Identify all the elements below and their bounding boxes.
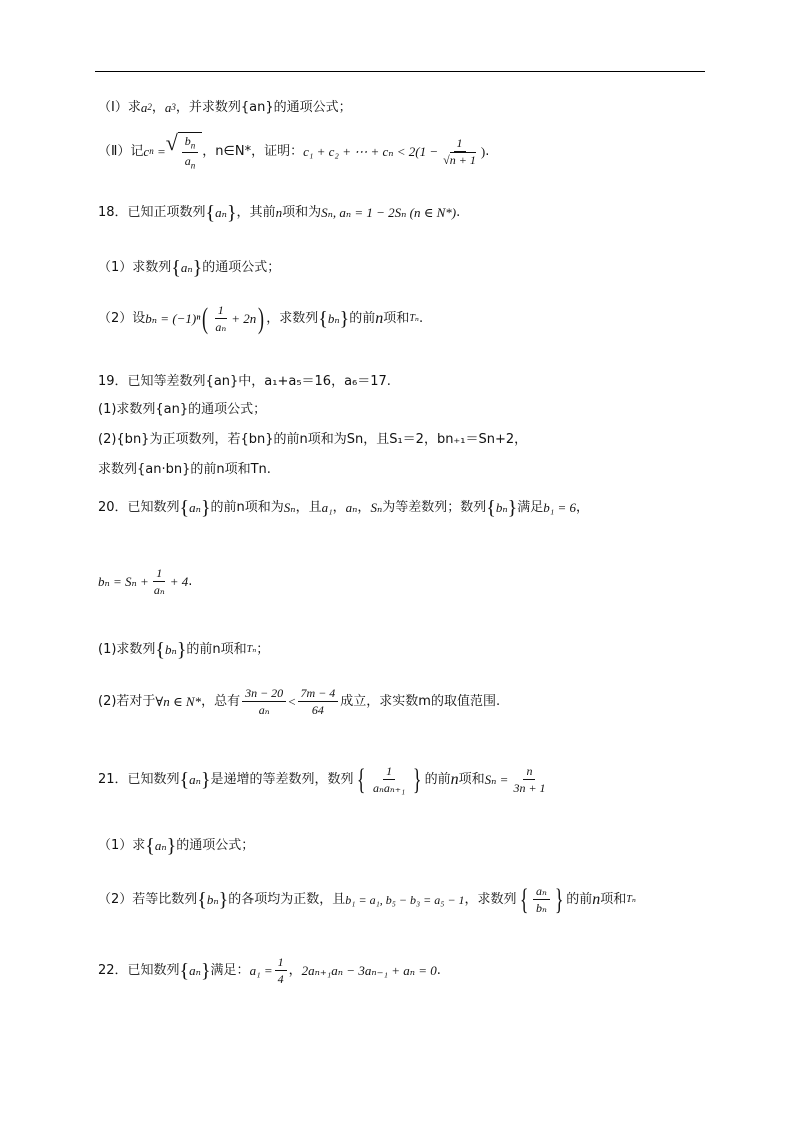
period: .: [456, 205, 461, 221]
frac-an-bn: [533, 884, 550, 916]
part-1-label: （Ⅰ）求: [98, 100, 141, 115]
frac-1-anan1: [370, 764, 408, 796]
seq-a-text: aₙ: [154, 838, 167, 854]
frac-num: 1: [215, 303, 227, 319]
period: .: [485, 143, 490, 159]
comma: ，: [332, 500, 346, 516]
less-than: <: [288, 694, 296, 710]
period: .: [418, 311, 424, 327]
seq-b-text: bₙ: [495, 500, 508, 516]
q18-2-label: （2）设: [98, 311, 146, 327]
a2-sub: 2: [147, 102, 152, 113]
q21-1-line: [98, 836, 254, 856]
lbrace: {: [179, 768, 190, 791]
frac-1-4: [275, 955, 287, 987]
frac-num: 3n − 20: [242, 686, 286, 702]
comma: ，: [357, 500, 371, 516]
den-a: a: [184, 154, 191, 169]
recurrence: 2aₙ₊₁aₙ − 3aₙ₋₁ + aₙ = 0: [301, 963, 437, 979]
frac-n-3n1: [510, 764, 548, 796]
frac-num: n: [523, 764, 535, 780]
lbrace: {: [205, 202, 216, 224]
q18-2-mid3: 项和: [383, 311, 410, 327]
seq-a-text: aₙ: [215, 205, 227, 221]
b1-eq: b₁ = 6: [543, 500, 577, 516]
forall-expr: ∀n ∈ N*: [155, 694, 202, 710]
seq-b: [486, 498, 517, 518]
q19-1-line: (1)求数列{an}的通项公式；: [98, 402, 267, 417]
var-Tn: Tₙ: [409, 312, 419, 324]
q20-label: 20．已知数列: [98, 500, 180, 516]
frac-num: [182, 134, 199, 153]
seq-a-text: aₙ: [189, 963, 201, 979]
frac-den: [182, 153, 199, 171]
q21-2-mid3: 的前: [566, 892, 593, 908]
q21-2-cond: b₁ = a₁, b₅ − b₃ = a₅ − 1: [345, 892, 465, 907]
rbrace: }: [554, 882, 564, 916]
rbrace: }: [507, 497, 518, 519]
a1-eq: a₁ =: [249, 963, 273, 979]
part-1-rest: ，并求数列{an}的通项公式；: [175, 100, 352, 115]
lbrace: {: [318, 307, 328, 330]
semicolon: ；: [256, 642, 270, 658]
q21-mid2: 的前: [424, 772, 451, 788]
frac-den: aₙ: [153, 583, 165, 598]
math-cn: [143, 144, 165, 160]
rbrace: }: [200, 497, 211, 519]
q20-2-label: (2)若对于: [98, 694, 156, 710]
frac-num: 1: [275, 955, 287, 971]
inequality: c₁ + c₂ + ⋯ + cₙ < 2(1 −: [303, 143, 439, 159]
q20-mid3: 为等差数列；数列: [382, 500, 487, 516]
frac-den: aₙ: [258, 703, 270, 718]
q20-1-line: [98, 640, 269, 660]
rbrace: }: [176, 639, 187, 661]
part-2-line: [98, 132, 489, 171]
frac-den: [440, 152, 479, 167]
lbrace: {: [155, 639, 166, 661]
var-Sn: Sₙ: [370, 500, 383, 516]
q20-formula-line: [98, 566, 192, 598]
q20-1-mid: 的前n项和: [186, 642, 247, 658]
num-b: b: [184, 134, 191, 148]
bn-lhs: bₙ = Sₙ +: [98, 574, 149, 590]
seq-a: [171, 258, 202, 278]
lbrace: {: [356, 762, 366, 796]
num-b-sub: n: [190, 140, 196, 151]
var-Tn: Tₙ: [246, 644, 257, 655]
a3-sub: 3: [171, 102, 176, 113]
lbrace: {: [519, 882, 529, 916]
q20-line: [98, 498, 589, 518]
rbrace: }: [339, 307, 350, 330]
q21-line: [98, 764, 551, 796]
seq-a: [180, 961, 211, 981]
rbrace: }: [166, 835, 177, 857]
rbrace: }: [413, 762, 422, 796]
q22-label: 22．已知数列: [98, 963, 180, 979]
plus-2n: + 2n: [231, 311, 257, 327]
frac-num: 7m − 4: [298, 686, 339, 702]
frac-den: 64: [311, 703, 324, 718]
plus-4: + 4: [169, 574, 189, 590]
radicand: [178, 132, 203, 171]
q20-mid: 的前n项和为: [210, 500, 284, 516]
sqrt-body: n + 1: [449, 153, 476, 168]
lbrace: {: [486, 497, 496, 519]
a2-base: a: [140, 100, 148, 115]
frac-1-an: [212, 303, 229, 335]
var-n: n: [450, 771, 459, 789]
part-2-label: （Ⅱ）记: [98, 143, 144, 159]
lbrace: {: [197, 888, 207, 911]
seq-b-text: bₙ: [327, 311, 340, 327]
header-rule: [95, 71, 705, 72]
q18-2-mid: ，求数列: [266, 311, 319, 327]
den-a-sub: n: [190, 160, 196, 171]
c-sub: n: [149, 146, 154, 157]
frac-b-a: [182, 134, 199, 171]
frac-num: 1: [454, 136, 466, 152]
q18-1-label: （1）求数列: [98, 260, 172, 276]
frac-num: aₙ: [533, 884, 550, 900]
seq-a: [180, 770, 211, 790]
part-2-mid: ，n∈N*，证明：: [202, 143, 304, 159]
q21-1-rest: 的通项公式；: [176, 838, 255, 854]
q21-label: 21．已知数列: [98, 772, 180, 788]
q20-mid4: 满足: [517, 500, 544, 516]
seq-a: [180, 498, 211, 518]
var-n: n: [592, 891, 601, 909]
sn-lhs: Sₙ =: [484, 772, 509, 788]
sep: ，: [151, 100, 165, 115]
math-a2: [141, 100, 152, 116]
comma: ，: [576, 500, 590, 516]
seq-b-text: bₙ: [165, 642, 177, 658]
c-base: c: [143, 143, 150, 159]
q18-mid2: 项和为: [282, 205, 322, 221]
q21-2-mid4: 项和: [600, 892, 627, 908]
q20-2-line: [98, 686, 500, 718]
seq-a-over-b: [517, 884, 567, 916]
frac-1-an: [151, 566, 168, 598]
var-n: n: [375, 310, 384, 328]
q18-2-mid2: 的前: [349, 311, 376, 327]
eq: =: [156, 143, 166, 159]
frac-den: bₙ: [535, 901, 547, 916]
q19-3-line: 求数列{an·bn}的前n项和Tn.: [98, 462, 271, 477]
q21-mid3: 项和: [458, 772, 485, 788]
lbrace: {: [179, 959, 190, 982]
lbrace: {: [145, 835, 155, 857]
comma: ，: [288, 963, 302, 979]
frac-den: 4: [277, 972, 284, 987]
q22-line: [98, 955, 441, 987]
q22-mid: 满足：: [210, 963, 250, 979]
sqrt-glyph: √: [443, 153, 450, 168]
frac-den: aₙ: [215, 320, 227, 335]
period: .: [436, 963, 441, 979]
seq-b: [318, 309, 349, 329]
q18-1-line: [98, 258, 280, 278]
q19-2-line: (2){bn}为正项数列，若{bn}的前n项和为Sn，且S₁＝2，bn₊₁＝Sn+2，: [98, 432, 528, 447]
var-n: n: [275, 205, 283, 221]
seq-a-text: aₙ: [189, 500, 201, 516]
q20-2-mid: ，总有: [201, 694, 241, 710]
sqrt-b-over-a: [166, 132, 203, 171]
period: .: [188, 574, 193, 590]
close-paren: ): [480, 143, 486, 159]
frac-den: 3n + 1: [513, 781, 546, 796]
q21-2-mid: 的各项均为正数，且: [228, 892, 346, 908]
frac-num: 1: [383, 764, 395, 780]
var-an: aₙ: [345, 500, 358, 516]
seq-b-text: bₙ: [206, 892, 219, 908]
q21-2-label: （2）若等比数列: [98, 892, 198, 908]
rbrace: }: [226, 202, 237, 224]
seq-b: [197, 890, 228, 910]
q20-1-label: (1)求数列: [98, 642, 156, 658]
rbrace: }: [218, 888, 229, 911]
q21-mid: 是递增的等差数列，数列: [210, 772, 354, 788]
frac-7m4-64: [298, 686, 339, 718]
q18-2-line: [98, 303, 423, 335]
bn-lhs: bₙ = (−1)ⁿ: [145, 311, 201, 327]
q20-2-rest: 成立，求实数m的取值范围.: [340, 694, 501, 710]
seq-recip: [354, 764, 425, 796]
frac-3n20-an: [242, 686, 286, 718]
frac-1-sqrt: [440, 136, 479, 168]
q19-line: 19．已知等差数列{an}中，a₁+a₅＝16，a₆＝17.: [98, 374, 391, 389]
seq-a-text: aₙ: [189, 772, 201, 788]
frac-den: aₙaₙ₊₁: [372, 781, 406, 796]
lbrace: {: [171, 257, 181, 279]
var-a1: a₁: [321, 500, 333, 516]
q18-mid: ，其前: [236, 205, 276, 221]
seq-a: [145, 836, 176, 856]
big-rparen: ): [258, 301, 265, 335]
q21-2-mid2: ，求数列: [464, 892, 517, 908]
q18-1-rest: 的通项公式；: [202, 260, 281, 276]
var-Tn: Tₙ: [626, 893, 636, 905]
var-Sn: Sₙ: [283, 500, 296, 516]
q20-mid2: ，且: [295, 500, 322, 516]
part-1-line: [98, 100, 352, 116]
lbrace: {: [179, 497, 190, 519]
seq-a: [206, 203, 237, 223]
rbrace: }: [192, 257, 203, 279]
q18-expr: Sₙ, aₙ = 1 − 2Sₙ (n ∈ N*): [321, 205, 457, 221]
big-lparen: (: [202, 301, 209, 335]
q21-1-label: （1）求: [98, 838, 146, 854]
rbrace: }: [200, 959, 211, 982]
q18-line: [98, 203, 460, 223]
frac-num: 1: [153, 566, 165, 582]
q18-label: 18．已知正项数列: [98, 205, 206, 221]
q21-2-line: [98, 884, 636, 916]
seq-b: [155, 640, 186, 660]
a3-base: a: [164, 100, 172, 115]
seq-a-text: aₙ: [180, 260, 193, 276]
radical-sign: √: [165, 130, 178, 155]
rbrace: }: [200, 768, 211, 791]
math-a3: [165, 100, 176, 116]
